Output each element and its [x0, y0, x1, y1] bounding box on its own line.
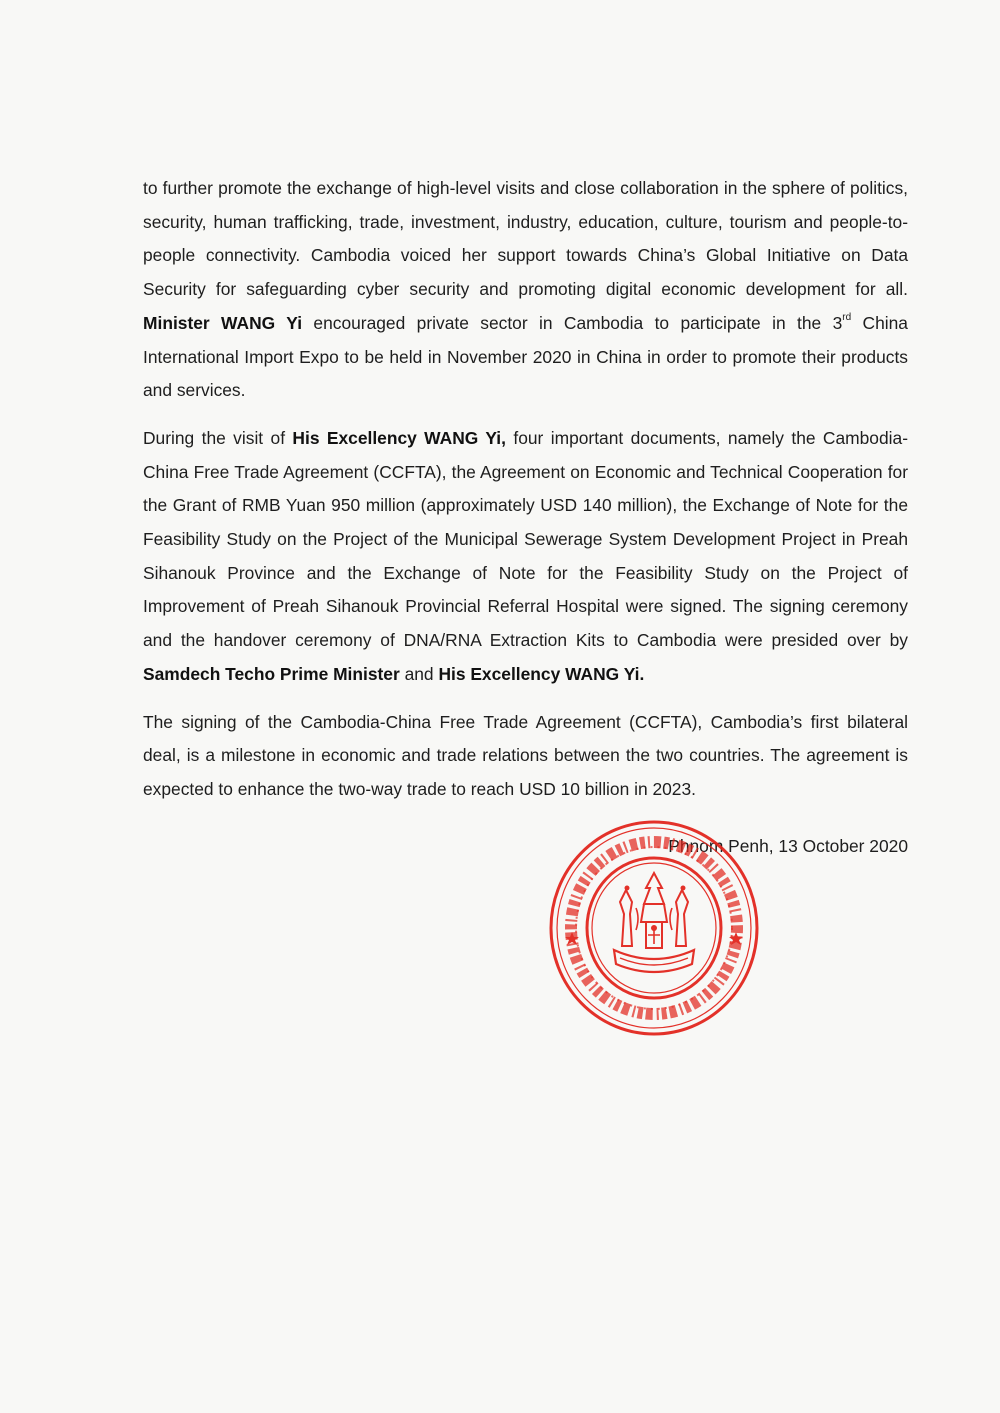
bold-minister-wang-yi: Minister WANG Yi	[143, 312, 303, 333]
document-body	[143, 172, 908, 821]
bold-prime-minister: Samdech Techo Prime Minister	[143, 663, 400, 684]
paragraph-2-text-3: and	[399, 663, 439, 684]
paragraph-1-text-3: China International Import Expo to be held in November 2020 in China in order to promote their products and services.	[143, 312, 908, 401]
bold-his-excellency-2: His Excellency WANG Yi.	[438, 663, 645, 684]
paragraph-2	[143, 422, 908, 692]
bold-his-excellency-1: His Excellency WANG Yi,	[292, 427, 506, 448]
paragraph-1	[143, 172, 908, 408]
paragraph-3-text-1: The signing of the Cambodia-China Free Trade Agreement (CCFTA), Cambodia’s first bilateral deal, is a milestone in economic and trade relations between the two countries. The agreement is expected to enhance the two-way trade to reach USD 10 billion in 2023.	[143, 711, 908, 799]
paragraph-2-text-2: four important documents, namely the Cambodia-China Free Trade Agreement (CCFTA), the Agreement on Economic and Technical Cooperation for the Grant of RMB Yuan 950 million (approximately USD 140 million), the Exchange of Note for the Feasibility Study on the Project of the Municipal Sewerage System Development Project in Preah Sihanouk Province and the Exchange of Note for the Feasibility Study on the Project of Improvement of Preah Sihanouk Provincial Referral Hospital were signed. The signing ceremony and the handover ceremony of DNA/RNA Extraction Kits to Cambodia were presided over by	[143, 427, 908, 651]
paragraph-1-text-2: encouraged private sector in Cambodia to participate in the 3	[302, 312, 843, 333]
paragraph-3	[143, 706, 908, 807]
paragraph-2-text-1: During the visit of	[143, 427, 293, 448]
place-and-date: Phnom Penh, 13 October 2020	[668, 836, 908, 856]
ordinal-superscript: rd	[842, 312, 852, 324]
official-seal-icon	[548, 818, 760, 1038]
paragraph-1-text-1: to further promote the exchange of high-level visits and close collaboration in the sphere of politics, security, human trafficking, trade, investment, industry, education, culture, tourism and people-to-people connectivity. Cambodia voiced her support towards China’s Global Initiative on Data Security for safeguarding cyber security and promoting digital economic development for all.	[143, 178, 908, 300]
